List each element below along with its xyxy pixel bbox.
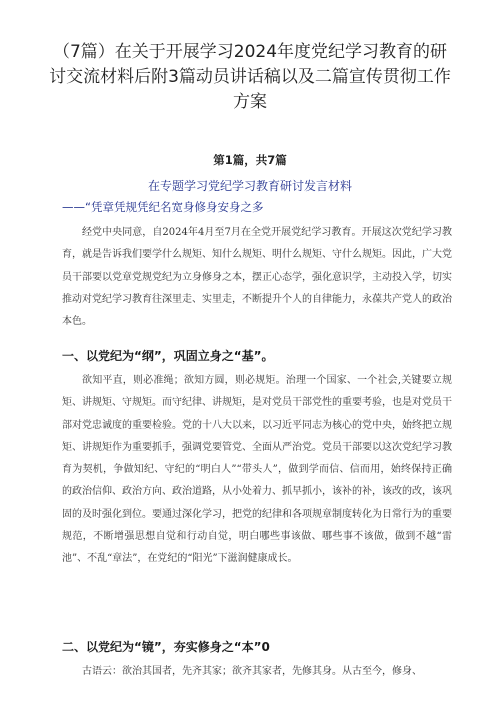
paragraph-intro: 经党中央同意，自2024年4月至7月在全党开展党纪学习教育。开展这次党纪学习教育，就是告诉我们要学什么规矩、知什么规矩、明什么规矩、守什么规矩。因此，广大党员干部要以党章党规党纪为立身修身之本，摆正心态学，强化意识学，主动投入学，切实推动对党纪学习教育往深里走、实里走，不断提升个人的自律能力，永葆共产党人的政治本色。 — [62, 227, 452, 328]
paragraph-section-1: 欲知平直，则必准绳；欲知方圆，则必规矩。治理一个国家、一个社会,关键要立规矩、讲规矩、守规矩。而守纪律、讲规矩，是对党员干部党性的重要考验，也是对党员干部对党忠诚度的重要检验。党的十八大以来，以习近平同志为核心的党中央，始终把立规矩、讲规矩作为重要抓手，强调党要管党、全面从严治党。党员干部要以这次党纪学习教育为契机，争做知纪、守纪的“明白人”“带头人”，做到学而信、信而用，始终保持正确的政治信仰、政治方向、政治道路，从小处着力、抓早抓小，该补的补，该改的改，该巩固的及时强化到位。要通过深化学习，把党的纪律和各项规章制度转化为日常行为的重要规范，不断增强思想自觉和行动自觉，明白哪些事该做、哪些事不该做，做到不越“雷池”、不乱“章法”，在党纪的“阳光”下滋润健康成长。 — [62, 375, 452, 565]
article-subtitle: 在专题学习党纪学习教育研讨发言材料 — [147, 179, 352, 193]
paragraph-section-2: 古语云：欲治其国者，先齐其家；欲齐其家者，先修其身。从古至今，修身、 — [82, 666, 422, 677]
section-heading-1: 一、以党纪为“纲”，巩固立身之“基”。 — [62, 349, 274, 363]
section-heading-2: 二、以党纪为“镜”，夯实修身之“本”0 — [62, 640, 270, 654]
document-title: （7篇）在关于开展学习2024年度党纪学习教育的研讨交流材料后附3篇动员讲话稿以及二篇宣传贯彻工作方案 — [49, 42, 451, 112]
article-quote-line: ——“凭章凭规凭纪名宽身修身安身之多 — [62, 200, 264, 214]
chapter-label: 第1篇，共7篇 — [213, 153, 287, 167]
